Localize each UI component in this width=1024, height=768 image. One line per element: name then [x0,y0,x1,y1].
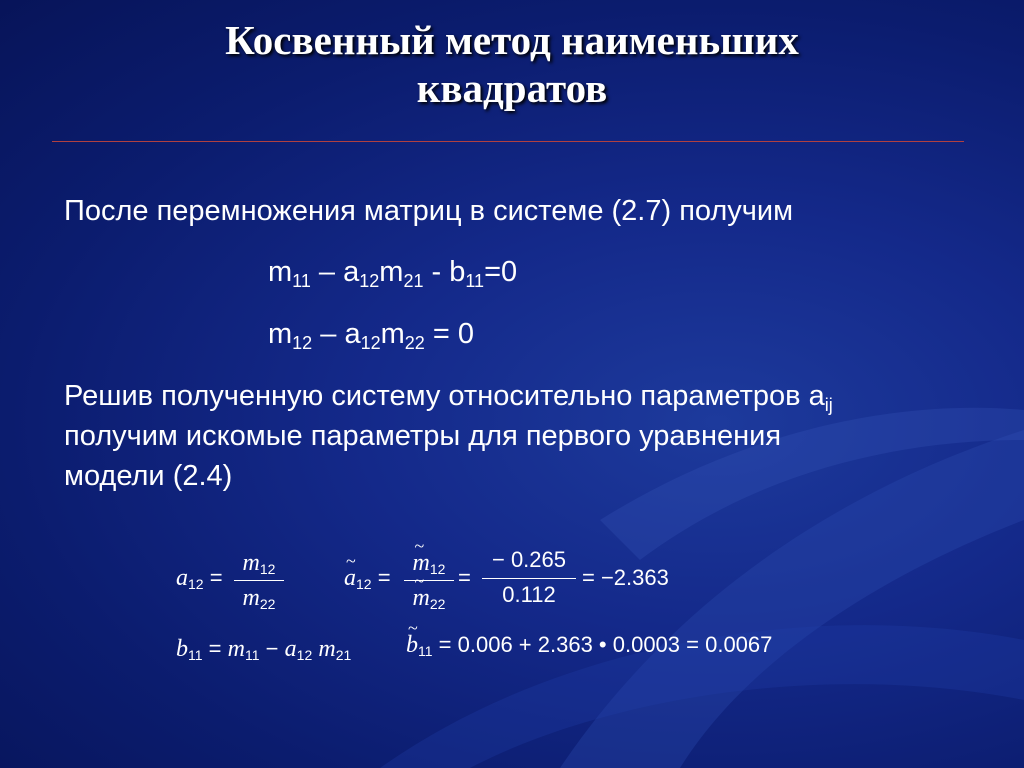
title-divider [52,141,964,142]
intro-text: После перемножения матриц в системе (2.7) получим [64,195,794,227]
denominator-value: 0.112 [502,582,556,607]
numerator-value: − 0.265 [491,547,566,572]
equals-sign: = [458,565,471,590]
solution-line-3: модели (2.4) [64,460,233,492]
fraction-numeric [482,547,576,610]
fraction-mt12-mt22: ~ m12 ~ m22 [404,550,454,611]
solution-line-1: Решив полученную систему относительно параметров $a_{ij}$ [64,380,833,415]
equation-2: $m_{12} - a_{12}m_{22} = 0$ [268,318,474,353]
title-line-2: квадратов [416,65,608,111]
result-a12: = −2.363 [582,565,669,590]
solution-line-2: получим искомые параметры для первого уравнения [64,420,782,452]
formula-b11: b11 = m11 − a12 m21 [176,636,352,663]
formula-bt11: ~ b11 = 0.006 + 2.363 • 0.0003 = 0.0067 [406,632,772,659]
title-line-1: Косвенный метод наименьших [225,17,799,63]
fraction-m12-m22: m12 m22 [234,550,284,611]
slide-title [0,16,1024,112]
solution-paragraph [64,376,833,496]
formula-a12-lhs: a12 = [176,565,223,592]
formula-at12-lhs: ~ a12 = [344,565,391,592]
equation-1: $m_{11} - a_{12}m_{21} - b_{11}=0$ [268,256,518,291]
